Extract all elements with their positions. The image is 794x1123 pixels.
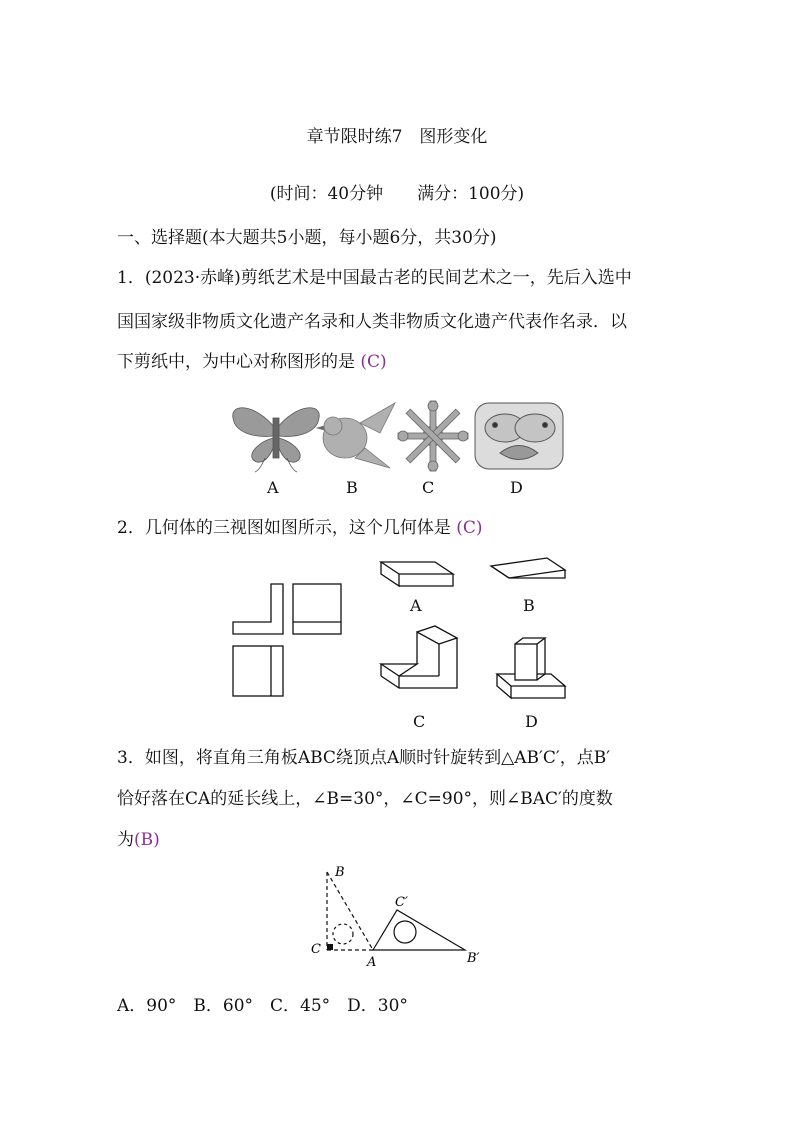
dashed-circle <box>333 924 353 944</box>
q2-answer: (C) <box>456 518 483 538</box>
q1-papercut-figure <box>225 398 570 473</box>
section-heading: 一、选择题(本大题共5小题，每小题6分，共30分) <box>117 228 497 248</box>
q3-line1: 3．如图，将直角三角板ABC绕顶点A顺时针旋转到△AB′C′，点B′ <box>117 748 611 768</box>
q3-rotation-figure <box>305 858 495 970</box>
q2-three-views-figure <box>225 548 575 708</box>
snowflake-papercut-image <box>398 401 468 471</box>
option-a-slab-solid <box>381 562 453 586</box>
side-view-rect <box>293 584 341 634</box>
label-c: C <box>311 942 321 957</box>
q2-option-a-label: A <box>410 596 422 615</box>
q2-line <box>117 516 483 540</box>
q3-line3 <box>117 828 160 852</box>
option-b-wedge-solid <box>491 558 565 578</box>
solid-circle <box>394 921 416 943</box>
q1-line3-text: 下剪纸中，为中心对称图形的是 <box>117 352 355 372</box>
q1-option-c-label: C <box>422 478 435 497</box>
q2-option-b-label: B <box>523 596 535 615</box>
twin-fish-papercut-image <box>475 403 563 469</box>
label-b-prime: B′ <box>467 951 480 966</box>
butterfly-papercut-image <box>233 408 319 472</box>
option-c-l-solid <box>381 626 457 688</box>
q2-option-d-label: D <box>525 712 538 731</box>
q3-line2: 恰好落在CA的延长线上，∠B=30°，∠C=90°，则∠BAC′的度数 <box>117 789 613 809</box>
q3-answer: (B) <box>134 830 160 850</box>
exam-time-info: (时间：40分钟 满分：100分) <box>269 184 525 204</box>
page-title: 章节限时练7 图形变化 <box>306 127 488 147</box>
q1-option-d-label: D <box>510 478 523 497</box>
q1-line1: 1．(2023·赤峰)剪纸艺术是中国最古老的民间艺术之一，先后入选中 <box>117 268 632 288</box>
q2-text: 2．几何体的三视图如图所示，这个几何体是 <box>117 518 451 538</box>
q2-option-c-label: C <box>413 712 426 731</box>
option-d-prism-on-slab-solid <box>497 638 565 698</box>
q1-line3 <box>117 350 387 374</box>
q1-option-b-label: B <box>346 478 358 497</box>
label-c-prime: C′ <box>395 895 408 910</box>
swallow-papercut-image <box>317 403 395 468</box>
q1-option-a-label: A <box>267 478 279 497</box>
label-b: B <box>335 865 345 880</box>
label-a: A <box>367 955 377 970</box>
triangle-ab-prime-c-prime <box>373 910 465 950</box>
top-view-rect <box>233 646 283 696</box>
q1-line2: 国国家级非物质文化遗产名录和人类非物质文化遗产代表作名录．以 <box>117 312 627 332</box>
q3-choices: A．90° B．60° C．45° D．30° <box>117 996 408 1016</box>
q1-answer: (C) <box>360 352 387 372</box>
q3-line3-text: 为 <box>117 830 134 850</box>
front-view-l-shape <box>233 584 283 634</box>
right-angle-marker <box>327 944 333 950</box>
